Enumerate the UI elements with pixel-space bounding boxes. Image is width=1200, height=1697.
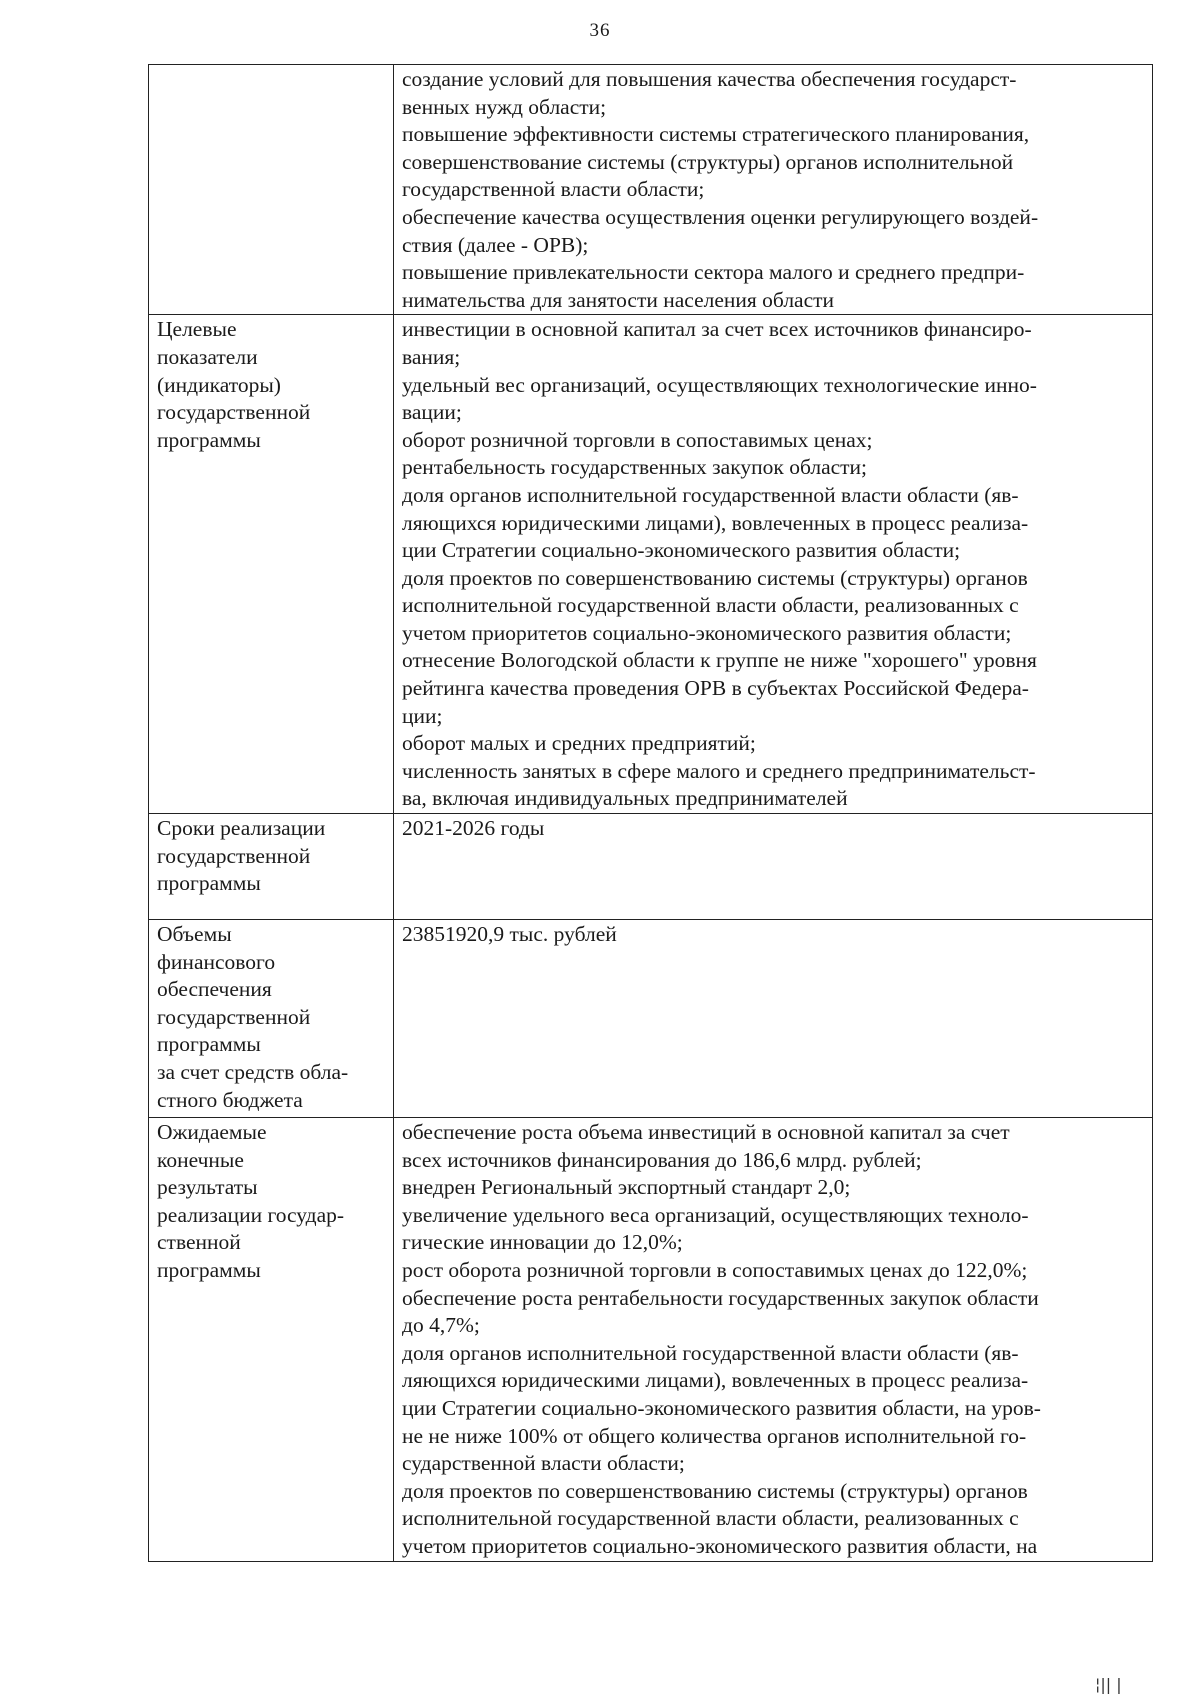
row-label: Ожидаемые конечные результаты реализации государ- ственной программы [149, 1118, 394, 1562]
table-row [149, 315, 1153, 814]
row-value: 2021-2026 годы [394, 814, 1153, 920]
page-number: 36 [589, 20, 611, 41]
program-passport-table [148, 64, 1153, 1562]
row-value: обеспечение роста объема инвестиций в основной капитал за счет всех источников финансирования до 186,6 млрд. рублей; внедрен Региональный экспортный стандарт 2,0; увеличение удельного веса организаций, осуществляющих техноло- гические инновации до 12,0%; рост оборота розничной торговли в сопоставимых ценах до 122,0%; обеспечение роста рентабельности государственных закупок области до 4,7%; доля органов исполнительной государственной власти области (яв- ляющихся юридическими лицами), вовлеченных в процесс реализа- ции Стратегии социально-экономического развития области, на уров- не не ниже 100% от общего количества органов исполнительной го- сударственной власти области; доля проектов по совершенствованию системы (структуры) органов исполнительной государственной власти области, реализованных с учетом приоритетов социально-экономического развития области, на [394, 1118, 1153, 1562]
table-row [149, 1118, 1153, 1562]
row-value: 23851920,9 тыс. рублей [394, 920, 1153, 1118]
table-row [149, 920, 1153, 1118]
table-row [149, 65, 1153, 315]
row-label: Целевые показатели (индикаторы) государственной программы [149, 315, 394, 814]
scan-edge-marks: ¦|| | [1095, 1675, 1122, 1694]
table-row [149, 814, 1153, 920]
row-label [149, 65, 394, 315]
row-label: Объемы финансового обеспечения государственной программы за счет средств обла- стного бюджета [149, 920, 394, 1118]
row-label: Сроки реализации государственной программы [149, 814, 394, 920]
row-value: создание условий для повышения качества обеспечения государст- венных нужд области; повышение эффективности системы стратегического планирования, совершенствование системы (структуры) органов исполнительной государственной власти области; обеспечение качества осуществления оценки регулирующего воздей- ствия (далее - ОРВ); повышение привлекательности сектора малого и среднего предпри- нимательства для занятости населения области [394, 65, 1153, 315]
row-value: инвестиции в основной капитал за счет всех источников финансиро- вания; удельный вес организаций, осуществляющих технологические инно- вации; оборот розничной торговли в сопоставимых ценах; рентабельность государственных закупок области; доля органов исполнительной государственной власти области (яв- ляющихся юридическими лицами), вовлеченных в процесс реализа- ции Стратегии социально-экономического развития области; доля проектов по совершенствованию системы (структуры) органов исполнительной государственной власти области, реализованных с учетом приоритетов социально-экономического развития области; отнесение Вологодской области к группе не ниже "хорошего" уровня рейтинга качества проведения ОРВ в субъектах Российской Федера- ции; оборот малых и средних предприятий; численность занятых в сфере малого и среднего предпринимательст- ва, включая индивидуальных предпринимателей [394, 315, 1153, 814]
